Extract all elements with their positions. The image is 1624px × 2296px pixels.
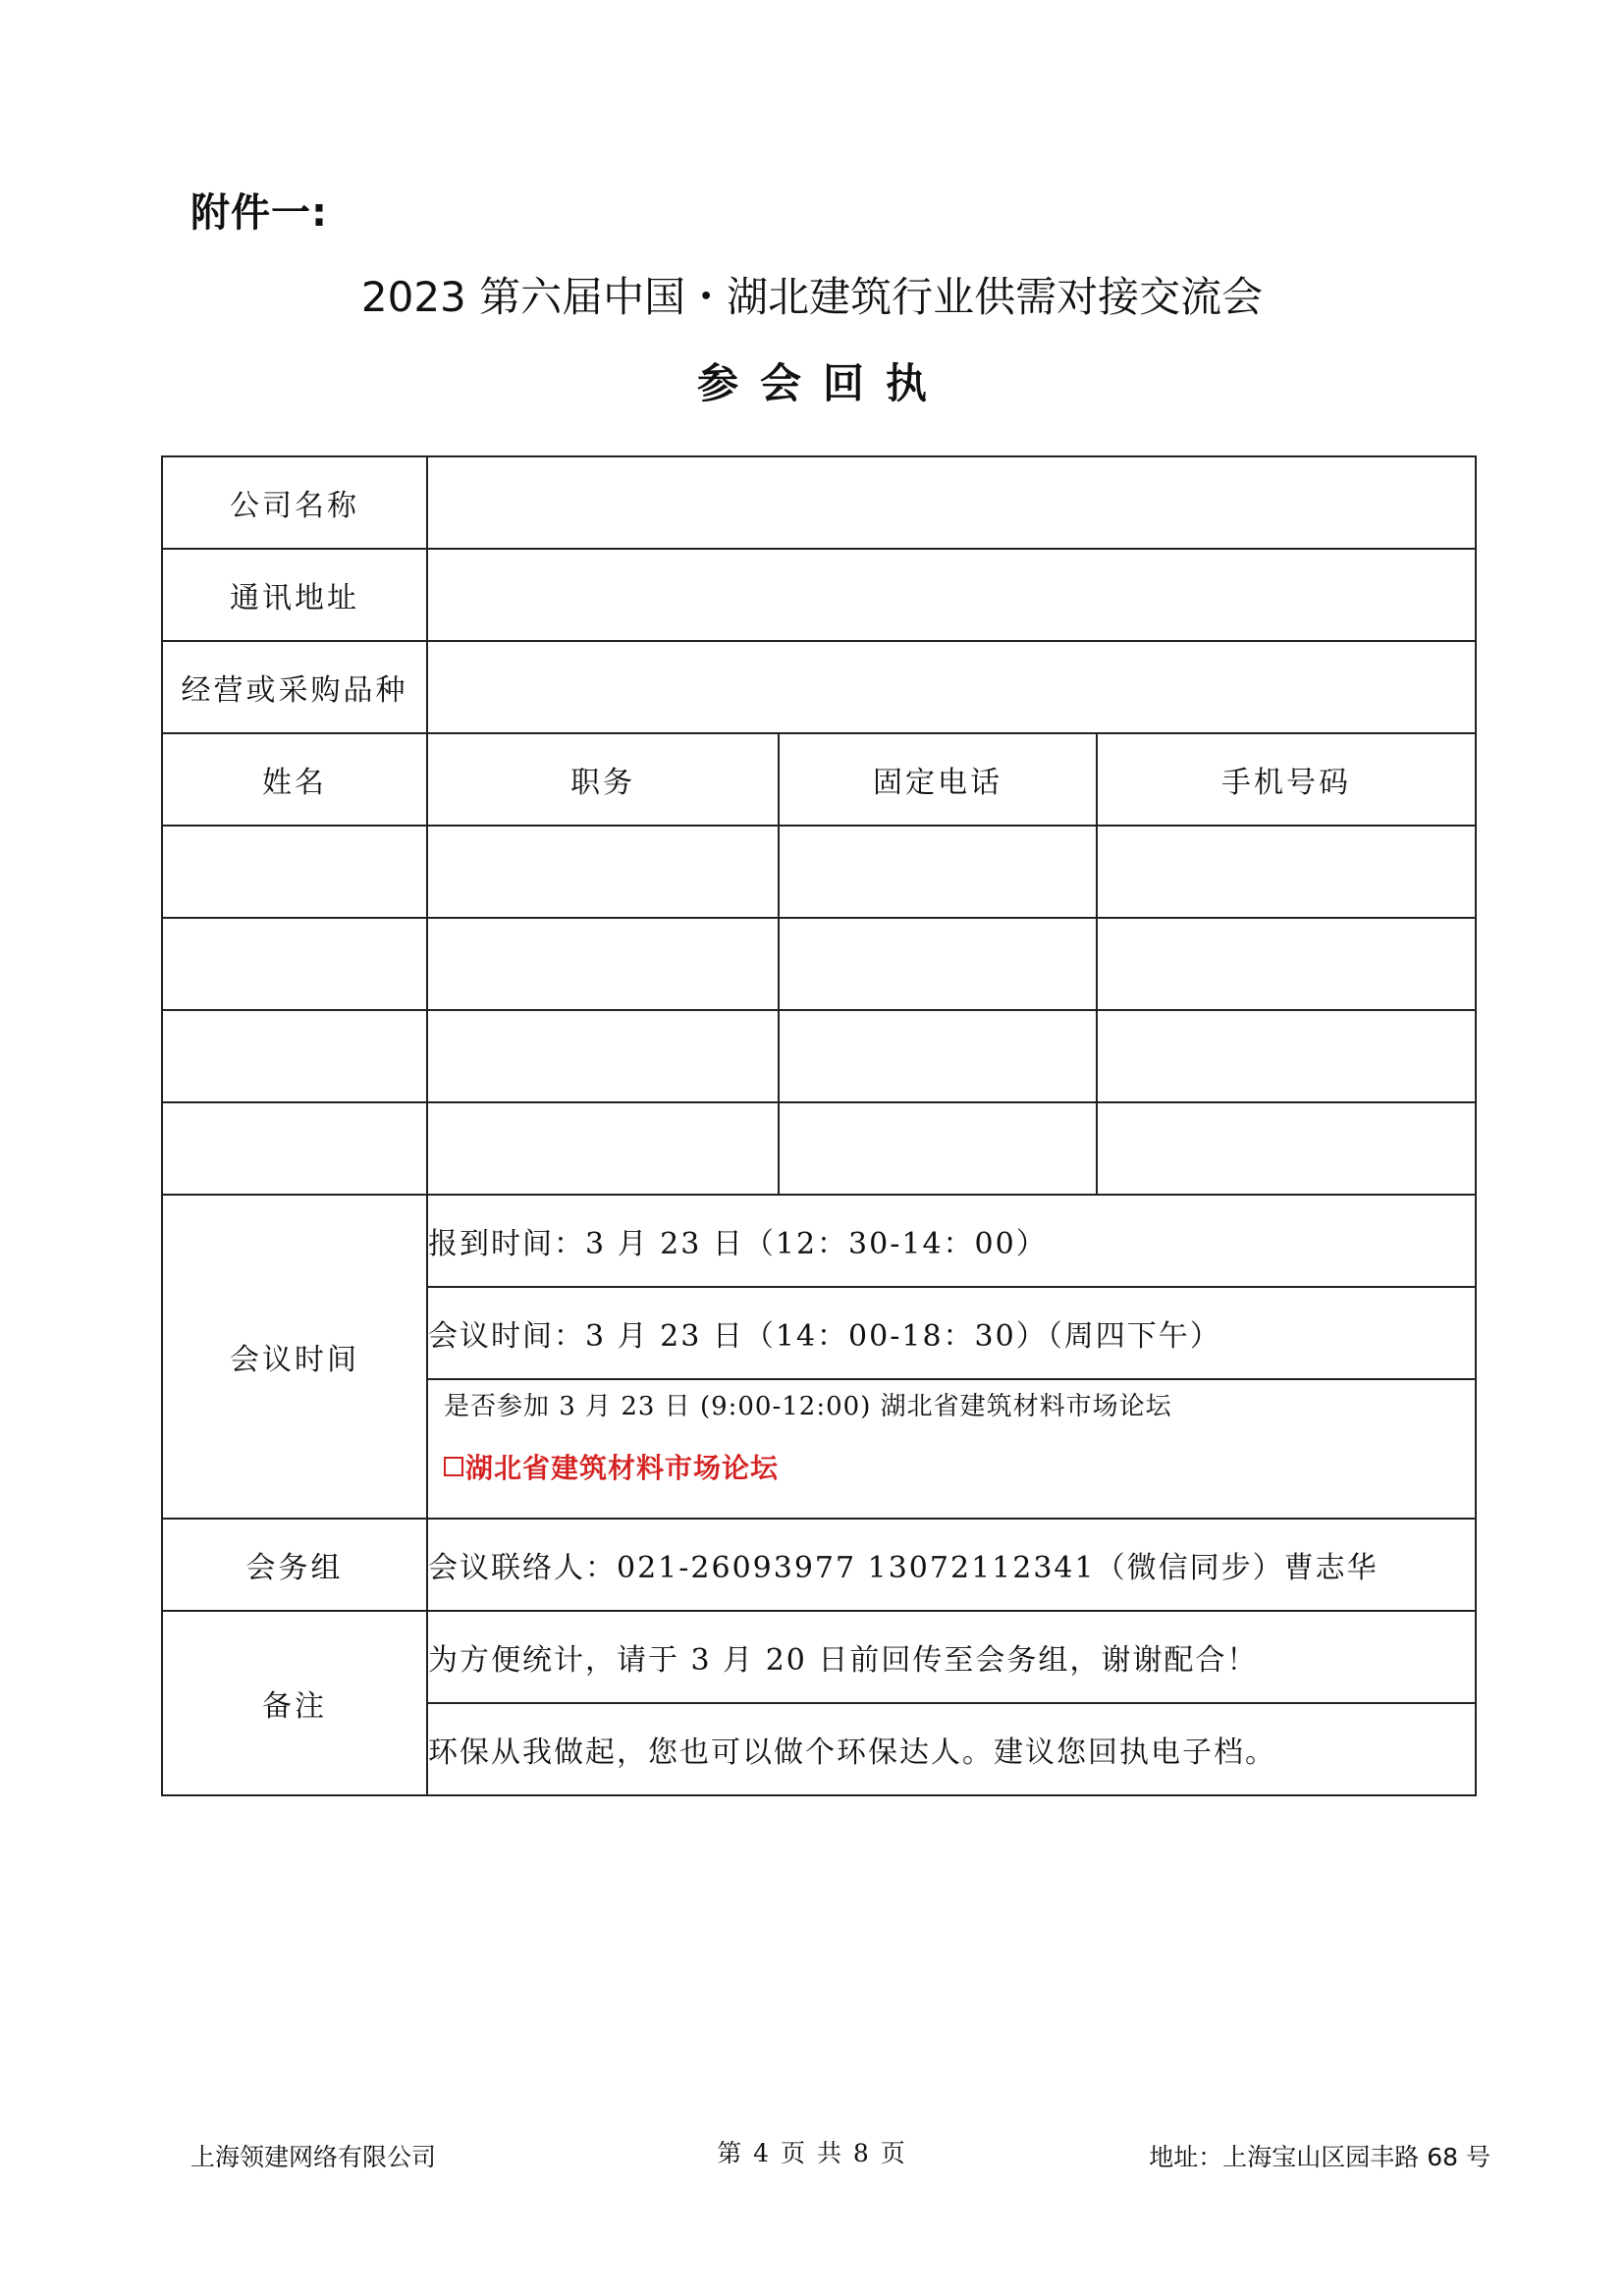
document-title: 2023 第六届中国・湖北建筑行业供需对接交流会 bbox=[360, 273, 1264, 321]
forum-question: 是否参加 3 月 23 日 (9:00-12:00) 湖北省建筑材料市场论坛 bbox=[444, 1392, 1172, 1421]
attendee-row bbox=[162, 826, 1476, 918]
attendee-name-field[interactable] bbox=[162, 1102, 427, 1195]
footer-address: 地址：上海宝山区园丰路 68 号 bbox=[1149, 2143, 1490, 2171]
attendee-mobile-field[interactable] bbox=[1097, 1010, 1476, 1102]
attendee-mobile-field[interactable] bbox=[1097, 1102, 1476, 1195]
col-header-landline: 固定电话 bbox=[779, 733, 1097, 826]
contact-info: 会议联络人：021-26093977 13072112341（微信同步）曹志华 bbox=[427, 1519, 1476, 1611]
remarks-row bbox=[162, 1611, 1476, 1703]
attendee-row bbox=[162, 918, 1476, 1010]
business-label: 经营或采购品种 bbox=[162, 641, 427, 733]
registration-form bbox=[161, 455, 1477, 1796]
attendee-row bbox=[162, 1010, 1476, 1102]
attendee-landline-field[interactable] bbox=[779, 1102, 1097, 1195]
attendee-row bbox=[162, 1102, 1476, 1195]
attendee-mobile-field[interactable] bbox=[1097, 826, 1476, 918]
attendee-position-field[interactable] bbox=[427, 826, 779, 918]
attendee-position-field[interactable] bbox=[427, 918, 779, 1010]
remark-eco: 环保从我做起，您也可以做个环保达人。建议您回执电子档。 bbox=[427, 1703, 1476, 1795]
address-label: 通讯地址 bbox=[162, 549, 427, 641]
attendee-name-field[interactable] bbox=[162, 918, 427, 1010]
attendee-position-field[interactable] bbox=[427, 1010, 779, 1102]
checkin-time: 报到时间：3 月 23 日（12：30-14：00） bbox=[427, 1195, 1476, 1287]
meeting-time-label: 会议时间 bbox=[162, 1195, 427, 1519]
footer-company: 上海领建网络有限公司 bbox=[190, 2143, 437, 2171]
attendee-mobile-field[interactable] bbox=[1097, 918, 1476, 1010]
attendee-header-row bbox=[162, 733, 1476, 826]
secretariat-row bbox=[162, 1519, 1476, 1611]
document-subtitle: 参会回执 bbox=[696, 359, 948, 407]
address-field[interactable] bbox=[427, 549, 1476, 641]
address-row bbox=[162, 549, 1476, 641]
attendee-name-field[interactable] bbox=[162, 826, 427, 918]
forum-cell bbox=[427, 1379, 1476, 1519]
secretariat-label: 会务组 bbox=[162, 1519, 427, 1611]
company-name-row bbox=[162, 456, 1476, 549]
col-header-name: 姓名 bbox=[162, 733, 427, 826]
meeting-time-row bbox=[162, 1195, 1476, 1287]
company-name-field[interactable] bbox=[427, 456, 1476, 549]
attachment-label: 附件一: bbox=[190, 190, 328, 236]
meeting-time: 会议时间：3 月 23 日（14：00-18：30）（周四下午） bbox=[427, 1287, 1476, 1379]
forum-option-label: 湖北省建筑材料市场论坛 bbox=[465, 1452, 780, 1484]
company-name-label: 公司名称 bbox=[162, 456, 427, 549]
col-header-mobile: 手机号码 bbox=[1097, 733, 1476, 826]
attendee-landline-field[interactable] bbox=[779, 918, 1097, 1010]
remarks-label: 备注 bbox=[162, 1611, 427, 1795]
col-header-position: 职务 bbox=[427, 733, 779, 826]
forum-checkbox[interactable] bbox=[444, 1457, 463, 1476]
forum-option[interactable] bbox=[444, 1447, 1475, 1486]
remark-deadline: 为方便统计，请于 3 月 20 日前回传至会务组，谢谢配合！ bbox=[427, 1611, 1476, 1703]
attendee-name-field[interactable] bbox=[162, 1010, 427, 1102]
attendee-landline-field[interactable] bbox=[779, 826, 1097, 918]
business-row bbox=[162, 641, 1476, 733]
attendee-landline-field[interactable] bbox=[779, 1010, 1097, 1102]
attendee-position-field[interactable] bbox=[427, 1102, 779, 1195]
footer-page-number: 第 4 页 共 8 页 bbox=[717, 2139, 907, 2167]
business-field[interactable] bbox=[427, 641, 1476, 733]
